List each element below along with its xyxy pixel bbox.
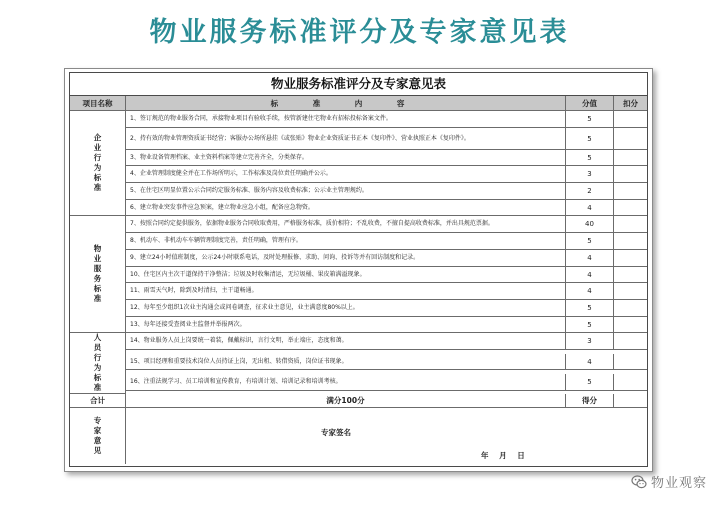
- standard-item: 6、建立物业突发事件应急预案，建立物业应急小组，配备应急物资。: [126, 200, 566, 217]
- score-value: 4: [566, 267, 614, 284]
- header-deduct: 扣分: [614, 96, 647, 111]
- total-score-cell[interactable]: [614, 394, 647, 408]
- score-sheet: [64, 68, 653, 472]
- wechat-icon: [631, 474, 647, 490]
- standard-item: 5、在住宅区明显位置公示合同约定服务标准、服务内容及收费标准；公示业主管理规约。: [126, 183, 566, 200]
- deduct-cell[interactable]: [614, 166, 647, 183]
- score-value: 40: [566, 216, 614, 233]
- deduct-cell[interactable]: [614, 150, 647, 167]
- header-standard: 标 准 内 容: [126, 96, 566, 111]
- standard-item: 7、按照合同约定提供服务，依据物业服务合同收取费用，严格服务标准，质价相符；不乱收费，不擅自提高收费标准，并出具规范票据。: [126, 216, 566, 233]
- standard-item: 10、住宅区内主次干道保持干净整洁；垃圾及时收集清运，无垃圾桶、果皮箱满溢现象。: [126, 267, 566, 284]
- deduct-cell[interactable]: [614, 354, 647, 371]
- standard-item: 4、企业管理制度健全并在工作场所明示，工作标准及岗位责任明确并公示。: [126, 166, 566, 183]
- opinion-label: 专家意见: [93, 416, 102, 456]
- score-value: 4: [566, 200, 614, 217]
- category-cell: [70, 111, 126, 216]
- expert-signature-label: 专家签名: [321, 428, 351, 438]
- score-value: 3: [566, 333, 614, 350]
- score-value: 5: [566, 150, 614, 167]
- score-value: 5: [566, 317, 614, 334]
- deduct-cell[interactable]: [614, 200, 647, 217]
- deduct-cell[interactable]: [614, 300, 647, 317]
- deduct-cell[interactable]: [614, 183, 647, 200]
- score-value: 4: [566, 354, 614, 371]
- score-value: 5: [566, 128, 614, 150]
- header-score: 分值: [566, 96, 614, 111]
- header-item: 项目名称: [70, 96, 126, 111]
- score-value: 3: [566, 166, 614, 183]
- deduct-cell[interactable]: [614, 283, 647, 300]
- standard-item: 1、签订规范的物业服务合同，承接物业项目有验收手续，按管新建住宅物业有招标投标备案文件。: [126, 111, 566, 128]
- category-cell: [70, 216, 126, 333]
- score-value: 5: [566, 374, 614, 391]
- standard-item: 2、持有效的物业管理资质证书经营；客服办公场所悬挂《或张贴》物业企业资质证书正本《复印件》、营业执照正本《复印件》。: [126, 128, 566, 150]
- score-table: [69, 72, 648, 467]
- standard-item: 12、每年至少组织1次业主沟通会或问卷调查，征求业主意见，业主满意度80%以上。: [126, 300, 566, 317]
- deduct-cell[interactable]: [614, 216, 647, 233]
- standard-item: 8、机动车、非机动车车辆管理制度完善，责任明确，管理有序。: [126, 233, 566, 250]
- date-label: 年 月 日: [481, 451, 525, 461]
- deduct-cell[interactable]: [614, 128, 647, 150]
- table-grid: [70, 96, 647, 464]
- score-value: 5: [566, 111, 614, 128]
- category-cell: [70, 333, 126, 394]
- deduct-cell[interactable]: [614, 111, 647, 128]
- score-value: 5: [566, 233, 614, 250]
- total-score-label: 得分: [566, 394, 614, 408]
- deduct-cell[interactable]: [614, 317, 647, 334]
- opinion-area[interactable]: [126, 408, 647, 464]
- watermark-text: 物业观察: [650, 476, 707, 491]
- standard-item: 15、项目经理和重要技术岗位人员持证上岗，无出租、转借资质，岗位证书现象。: [126, 354, 566, 371]
- table-title: 物业服务标准评分及专家意见表: [70, 73, 647, 96]
- category-label: 人员行为标准: [93, 333, 102, 393]
- total-full-score: 满分100分: [126, 394, 566, 408]
- score-value: 4: [566, 283, 614, 300]
- score-value: 4: [566, 250, 614, 267]
- standard-item: 9、建立24小时值班制度，公示24小时联系电话，及时处理报修、求助、问询、投诉等并有回访制度和记录。: [126, 250, 566, 267]
- deduct-cell[interactable]: [614, 333, 647, 350]
- page-title: 物业服务标准评分及专家意见表: [149, 17, 570, 48]
- standard-item: 3、物业设备管理档案、业主资料档案等建立完善齐全，分类保存。: [126, 150, 566, 167]
- category-label: 物业服务标准: [93, 244, 102, 304]
- score-value: 2: [566, 183, 614, 200]
- category-label: 企业行为标准: [93, 133, 102, 193]
- deduct-cell[interactable]: [614, 374, 647, 391]
- deduct-cell[interactable]: [614, 250, 647, 267]
- standard-item: 14、物业服务人员上岗要统一着装，佩戴标识，言行文明，举止端庄，态度和蔼。: [126, 333, 566, 350]
- standard-item: 13、每年还接受查阅业主监督并举报两次。: [126, 317, 566, 334]
- score-value: 5: [566, 300, 614, 317]
- watermark: [631, 472, 707, 491]
- total-label: 合计: [70, 394, 126, 408]
- deduct-cell[interactable]: [614, 233, 647, 250]
- standard-item: 16、注重法规学习、员工培训和宣传教育，有培训计划、培训记录和培训考核。: [126, 374, 566, 391]
- standard-item: 11、雨雪天气时，除到及时清扫，主干道畅通。: [126, 283, 566, 300]
- opinion-label-cell: [70, 408, 126, 464]
- deduct-cell[interactable]: [614, 267, 647, 284]
